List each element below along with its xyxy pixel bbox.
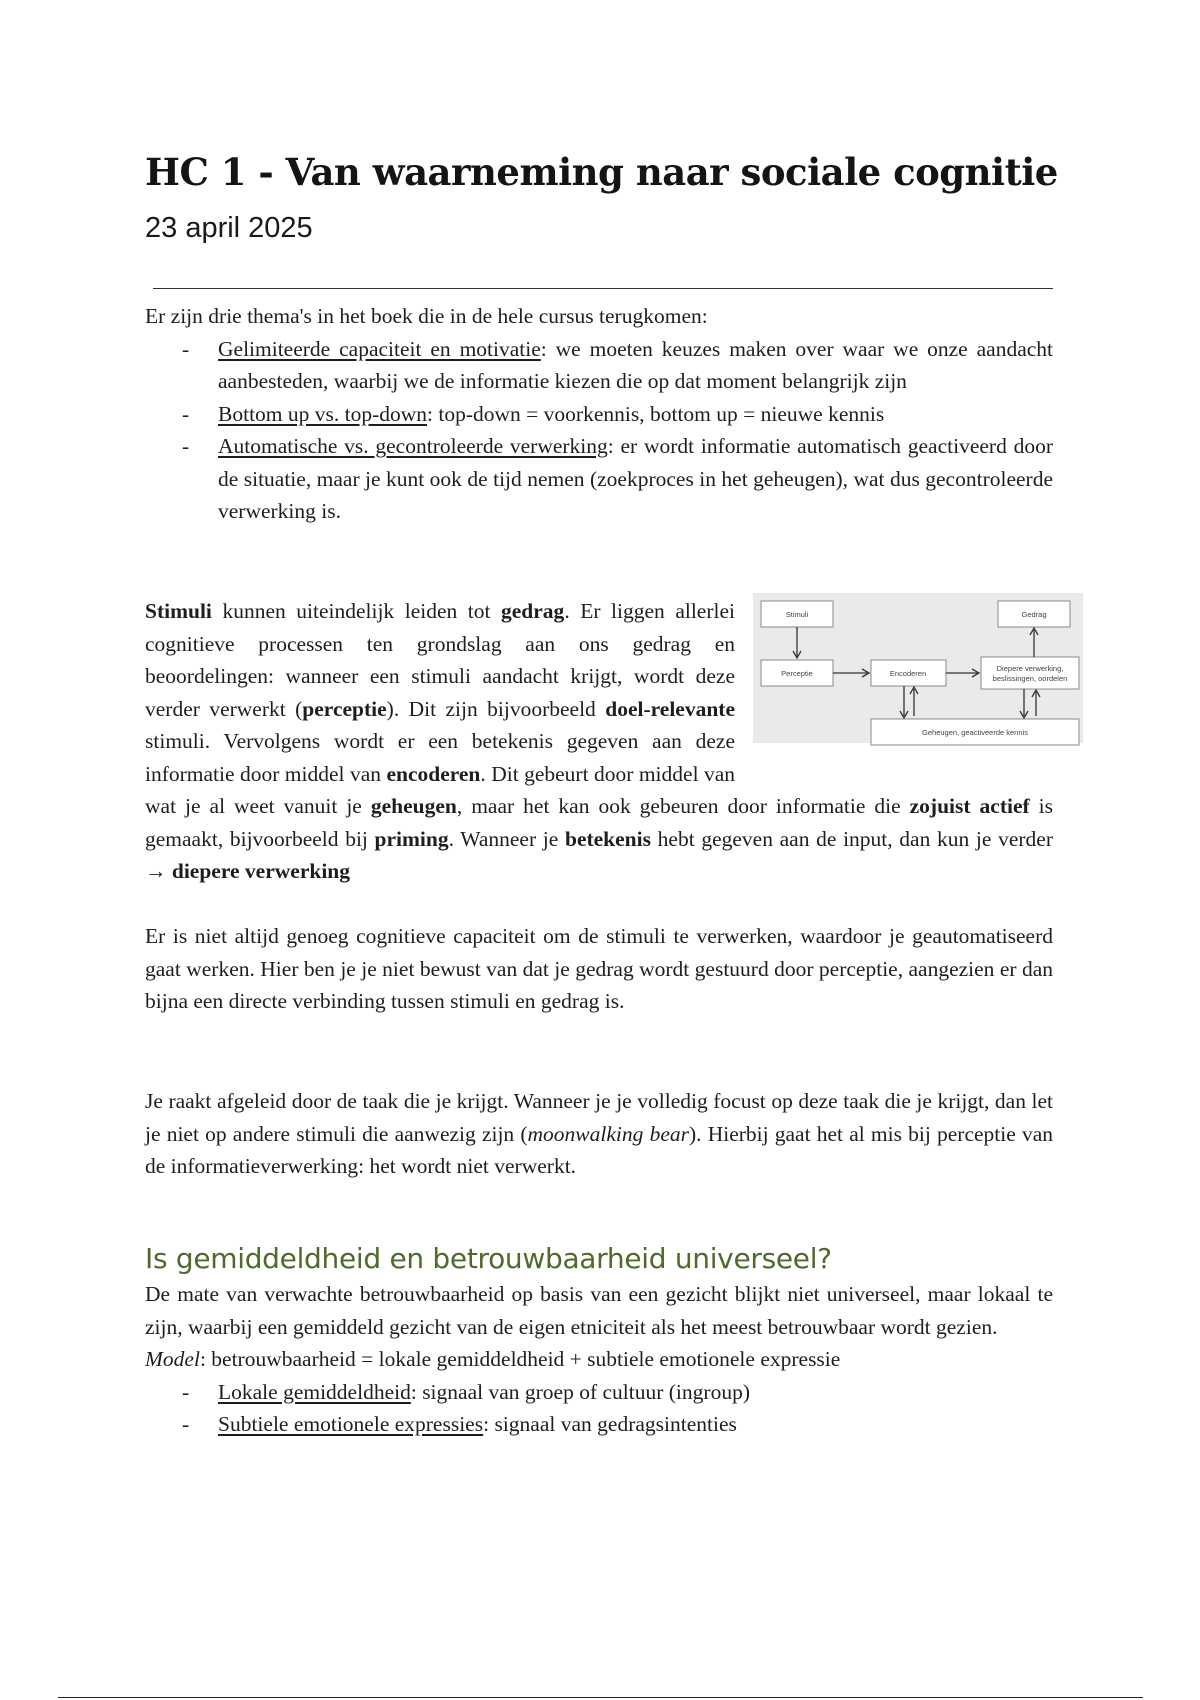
stimuli-paragraph [145,595,1068,888]
bold-term: perceptie [302,696,387,721]
label-encoderen: Encoderen [889,669,927,678]
page-date: 23 april 2025 [145,212,313,244]
footer-divider [58,1697,1143,1698]
bold-term: encoderen [386,761,481,786]
text-span: kunnen uiteindelijk leiden tot [211,599,502,623]
section2-paragraph: De mate van verwachte betrouwbaarheid op basis van een gezicht blijkt niet universeel, maar lokaal te zijn, waarbij een gemiddeld gezicht van de eigen etniciteit als het meest betrouwbaar wordt gezien. [145,1282,1053,1339]
list-item [218,398,1053,431]
model-term-text: : signaal van groep of cultuur (ingroup) [410,1379,750,1404]
task-paragraph [145,1085,1053,1183]
bold-term: gedrag [501,599,565,623]
bold-term: doel-relevante [605,696,735,721]
section-heading: Is gemiddeldheid en betrouwbaarheid universeel? [145,1242,832,1275]
text-span: ). Dit zijn bijvoorbeeld [386,696,606,721]
list-item [218,1376,1053,1409]
italic-term: moonwalking bear [527,1121,689,1146]
model-term: Lokale gemiddeldheid [218,1379,411,1404]
label-diepere-1: Diepere verwerking, [996,664,1064,673]
bold-term: Stimuli [145,599,212,623]
bold-term: zojuist actief [909,794,1030,818]
bold-term: diepere verwerking [171,859,351,883]
list-item [218,1408,1053,1441]
theme-text: : top-down = voorkennis, bottom up = nieuwe kennis [427,401,885,426]
list-item [218,430,1053,528]
intro-lead: Er zijn drie thema's in het boek die in de hele cursus terugkomen: [145,304,708,328]
label-stimuli: Stimuli [785,610,809,619]
text-span: is gemaakt, bijvoorbeeld bij [145,794,1053,851]
text-span: ). Hierbij gaat het al mis bij perceptie van de informatieverwerking: het wordt niet verwerkt. [145,1121,1053,1178]
label-perceptie: Perceptie [781,669,813,678]
text-span: , maar het kan ook gebeuren door informatie die [456,794,910,818]
text-span: . Wanneer je [448,826,565,851]
section2-body [145,1278,1053,1441]
text-span: Je raakt afgeleid door de taak die je krijgt. Wanneer je je volledig focust op deze taak die je krijgt, dan let je niet op andere stimuli die aanwezig zijn ( [145,1089,1053,1146]
title-divider [153,288,1053,289]
label-geheugen: Geheugen, geactiveerde kennis [922,728,1028,737]
list-item [218,333,1053,398]
box-diepere-verwerking [981,657,1079,689]
bold-term: betekenis [564,826,651,851]
label-gedrag: Gedrag [1021,610,1047,619]
model-text: : betrouwbaarheid = lokale gemiddeldheid + subtiele emotionele expressie [199,1347,841,1371]
theme-term: Bottom up vs. top-down [218,401,428,426]
model-term-text: : signaal van gedragsintenties [483,1412,737,1436]
bold-term: geheugen [370,794,457,818]
model-term: Subtiele emotionele expressies [218,1412,484,1436]
themes-list [145,333,1053,528]
page-title: HC 1 - Van waarneming naar sociale cognitie [145,150,1058,194]
text-span: . Er liggen allerlei cognitieve processen ten grondslag aan ons gedrag en beoordelingen: wanneer een stimuli aandacht krijgt, wordt deze verder verwerkt ( [145,599,735,721]
bold-term: priming [374,826,449,851]
model-line [145,1343,1053,1376]
theme-term: Automatische vs. gecontroleerde verwerking [218,434,608,458]
label-diepere-2: beslissingen, oordelen [992,674,1068,683]
intro-section [145,300,1053,528]
model-list [145,1376,1053,1441]
theme-term: Gelimiteerde capaciteit en motivatie [218,336,541,361]
capacity-paragraph: Er is niet altijd genoeg cognitieve capaciteit om de stimuli te verwerken, waardoor je geautomatiseerd gaat werken. Hier ben je je niet bewust van dat je gedrag wordt gestuurd door perceptie, aangezien er dan bijna een directe verbinding tussen stimuli en gedrag is. [145,924,1053,1013]
theme-text: : er wordt informatie automatisch geactiveerd door de situatie, maar je kunt ook de tijd nemen (zoekproces in het geheugen), wat dus gecontroleerde verwerking is. [218,434,1053,523]
diagram-svg [753,593,1083,763]
model-label: Model [145,1347,200,1371]
text-span: . Dit gebeurt door middel van wat je al weet vanuit je [145,761,736,818]
theme-text: : we moeten keuzes maken over waar we onze aandacht aanbesteden, waarbij we de informatie kiezen die op dat moment belangrijk zijn [218,336,1054,393]
text-span: hebt gegeven aan de input, dan kun je verder → [145,826,1053,883]
information-processing-diagram [753,593,1083,763]
text-span: stimuli. Vervolgens wordt er een betekenis gegeven aan deze informatie door middel van [145,729,735,786]
